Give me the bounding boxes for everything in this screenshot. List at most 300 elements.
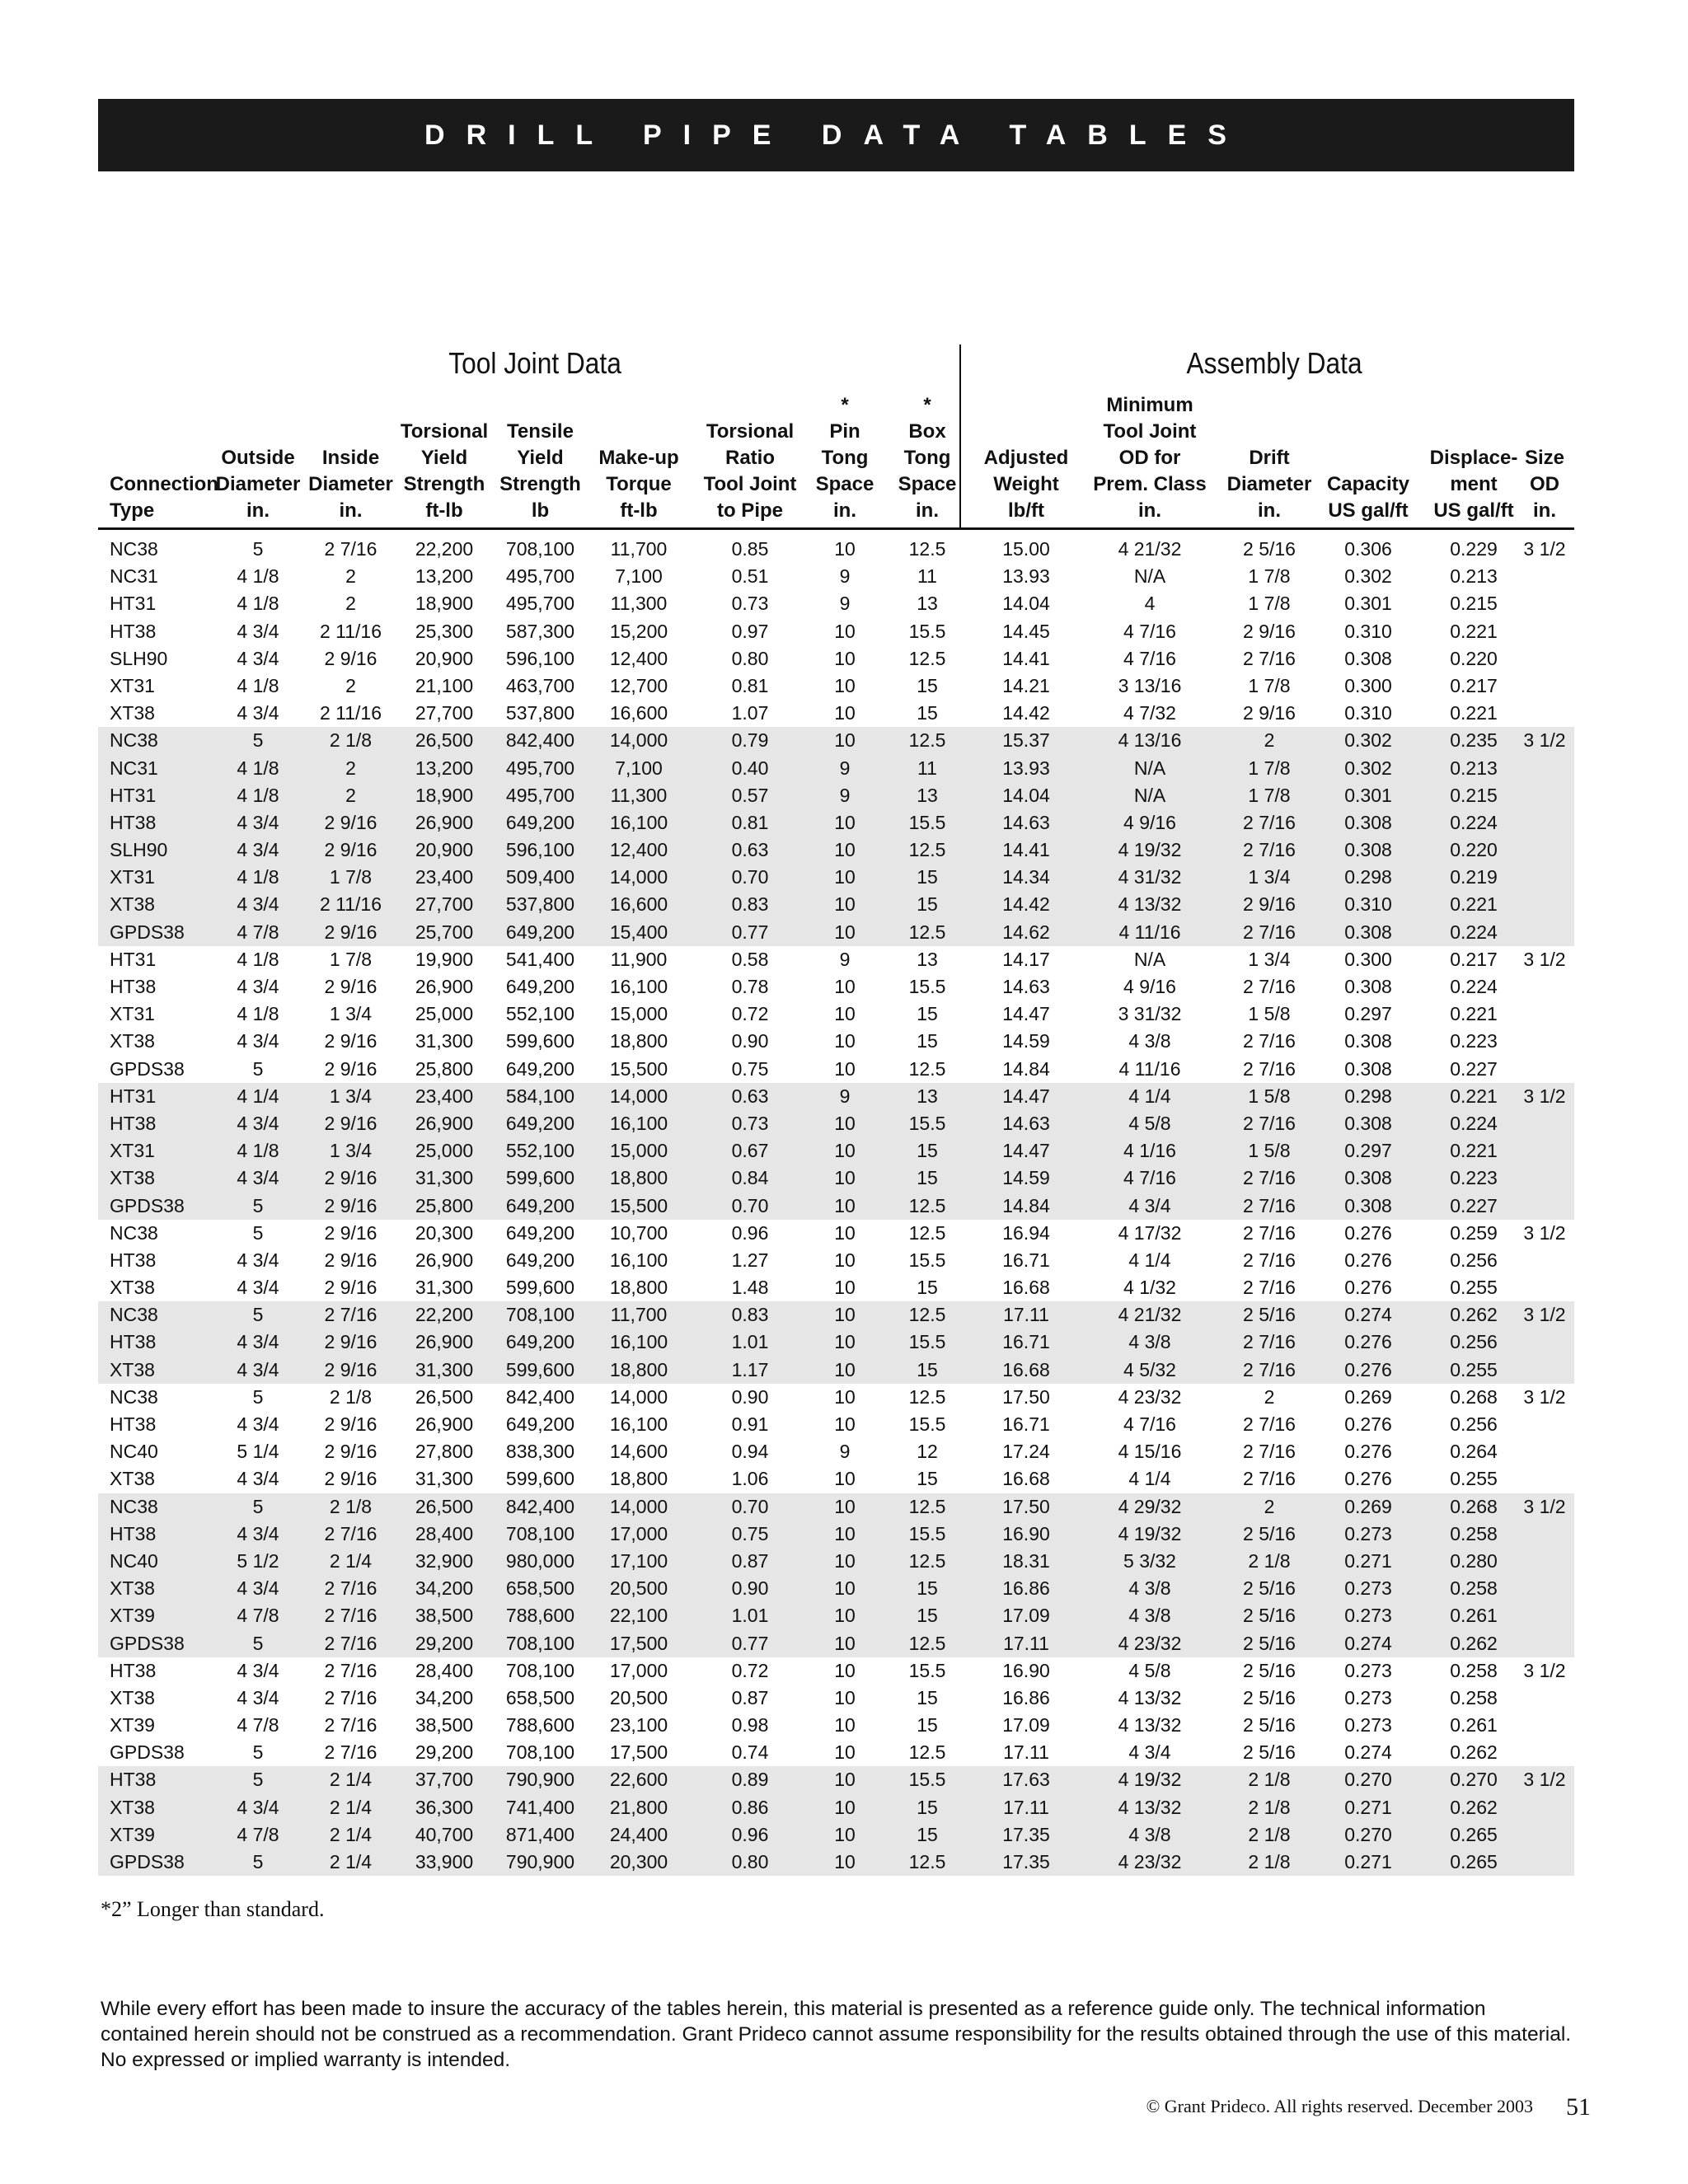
cell-pin-tong-space: 10 bbox=[834, 647, 856, 669]
cell-torsional-ratio: 0.73 bbox=[731, 593, 769, 615]
cell-torsional-yield: 26,900 bbox=[415, 1413, 474, 1435]
cell-tensile-yield: 599,600 bbox=[505, 1468, 575, 1490]
cell-adjusted-weight: 14.47 bbox=[1002, 1140, 1050, 1162]
cell-connection-type: NC38 bbox=[110, 1221, 158, 1244]
cell-pin-tong-space: 9 bbox=[839, 593, 851, 615]
cell-outside-diameter: 4 7/8 bbox=[237, 1714, 279, 1736]
cell-box-tong-space: 15 bbox=[917, 1358, 938, 1380]
cell-outside-diameter: 4 1/8 bbox=[237, 866, 279, 888]
cell-outside-diameter: 4 1/8 bbox=[237, 593, 279, 615]
cell-min-tool-joint-od: 4 1/4 bbox=[1128, 1249, 1171, 1271]
cell-displacement: 0.256 bbox=[1450, 1331, 1498, 1353]
cell-makeup-torque: 16,100 bbox=[609, 1331, 668, 1353]
cell-torsional-ratio: 0.75 bbox=[731, 1522, 769, 1544]
cell-torsional-yield: 34,200 bbox=[415, 1577, 474, 1600]
cell-outside-diameter: 4 3/4 bbox=[237, 1413, 279, 1435]
cell-torsional-ratio: 0.73 bbox=[731, 1112, 769, 1134]
cell-min-tool-joint-od: 4 13/32 bbox=[1118, 893, 1182, 916]
cell-inside-diameter: 2 9/16 bbox=[324, 839, 377, 861]
cell-makeup-torque: 12,700 bbox=[609, 674, 668, 696]
cell-inside-diameter: 2 9/16 bbox=[324, 1358, 377, 1380]
cell-min-tool-joint-od: 4 13/32 bbox=[1118, 1714, 1182, 1736]
cell-box-tong-space: 13 bbox=[917, 948, 938, 970]
cell-drift-diameter: 2 7/16 bbox=[1243, 811, 1296, 833]
cell-connection-type: NC38 bbox=[110, 1385, 158, 1408]
cell-min-tool-joint-od: N/A bbox=[1133, 565, 1166, 588]
table-row bbox=[98, 1849, 1574, 1876]
cell-tensile-yield: 741,400 bbox=[505, 1796, 575, 1818]
cell-inside-diameter: 2 7/16 bbox=[324, 1686, 377, 1708]
col-header-tensile-yield: Tensile Yield Strength lb bbox=[499, 420, 581, 522]
col-header-connection-type: Connection Type bbox=[110, 473, 218, 522]
cell-pin-tong-space: 10 bbox=[834, 1851, 856, 1872]
cell-drift-diameter: 2 5/16 bbox=[1243, 1605, 1296, 1627]
section-title-assembly: Assembly Data bbox=[1186, 346, 1362, 380]
cell-connection-type: GPDS38 bbox=[110, 1632, 185, 1654]
cell-outside-diameter: 4 3/4 bbox=[237, 839, 279, 861]
cell-outside-diameter: 5 bbox=[252, 1385, 264, 1408]
table-row bbox=[98, 864, 1574, 891]
table-row bbox=[98, 1438, 1574, 1465]
cell-adjusted-weight: 16.86 bbox=[1002, 1577, 1050, 1600]
cell-drift-diameter: 2 7/16 bbox=[1243, 1194, 1296, 1216]
cell-capacity: 0.310 bbox=[1344, 893, 1392, 916]
cell-torsional-ratio: 1.07 bbox=[731, 702, 769, 724]
cell-connection-type: HT38 bbox=[110, 1659, 157, 1681]
cell-drift-diameter: 2 5/16 bbox=[1243, 1741, 1296, 1764]
cell-displacement: 0.265 bbox=[1450, 1851, 1498, 1872]
cell-size-od bbox=[1519, 1274, 1570, 1301]
cell-displacement: 0.224 bbox=[1450, 976, 1498, 997]
cell-capacity: 0.271 bbox=[1344, 1851, 1392, 1872]
cell-torsional-ratio: 0.91 bbox=[731, 1413, 769, 1435]
cell-pin-tong-space: 10 bbox=[834, 674, 856, 696]
cell-makeup-torque: 11,700 bbox=[610, 538, 668, 560]
cell-drift-diameter: 2 7/16 bbox=[1243, 1030, 1296, 1052]
cell-min-tool-joint-od: N/A bbox=[1133, 784, 1166, 806]
cell-adjusted-weight: 14.63 bbox=[1002, 1112, 1050, 1134]
table-row bbox=[98, 645, 1574, 673]
cell-tensile-yield: 463,700 bbox=[505, 674, 575, 696]
cell-inside-diameter: 2 1/4 bbox=[329, 1796, 373, 1818]
copyright-text: © Grant Prideco. All rights reserved. December 2003 bbox=[1146, 2096, 1533, 2116]
cell-capacity: 0.273 bbox=[1344, 1686, 1392, 1708]
cell-min-tool-joint-od: 4 21/32 bbox=[1118, 1304, 1182, 1326]
cell-pin-tong-space: 10 bbox=[834, 1030, 856, 1052]
cell-pin-tong-space: 10 bbox=[834, 1221, 856, 1244]
cell-displacement: 0.256 bbox=[1450, 1249, 1498, 1271]
cell-min-tool-joint-od: 4 23/32 bbox=[1118, 1851, 1182, 1872]
cell-connection-type: XT38 bbox=[110, 1686, 155, 1708]
cell-outside-diameter: 4 7/8 bbox=[237, 1823, 279, 1845]
cell-torsional-yield: 32,900 bbox=[415, 1549, 474, 1572]
cell-connection-type: XT38 bbox=[110, 1468, 155, 1490]
cell-capacity: 0.274 bbox=[1344, 1741, 1392, 1764]
cell-box-tong-space: 15.5 bbox=[908, 1522, 946, 1544]
cell-tensile-yield: 495,700 bbox=[505, 565, 575, 588]
cell-torsional-yield: 36,300 bbox=[415, 1796, 474, 1818]
cell-inside-diameter: 2 9/16 bbox=[324, 1413, 377, 1435]
cell-box-tong-space: 13 bbox=[917, 593, 938, 615]
cell-pin-tong-space: 10 bbox=[834, 1468, 856, 1490]
cell-box-tong-space: 12.5 bbox=[908, 1495, 946, 1517]
cell-capacity: 0.308 bbox=[1344, 976, 1392, 997]
cell-tensile-yield: 649,200 bbox=[505, 1057, 575, 1080]
cell-adjusted-weight: 17.09 bbox=[1002, 1605, 1050, 1627]
cell-torsional-ratio: 1.01 bbox=[731, 1331, 769, 1353]
cell-torsional-ratio: 0.63 bbox=[731, 839, 769, 861]
cell-displacement: 0.258 bbox=[1450, 1522, 1498, 1544]
cell-size-od bbox=[1519, 1521, 1570, 1548]
cell-makeup-torque: 18,800 bbox=[609, 1358, 668, 1380]
cell-drift-diameter: 2 5/16 bbox=[1243, 1659, 1296, 1681]
cell-torsional-ratio: 0.78 bbox=[731, 976, 769, 997]
cell-inside-diameter: 2 9/16 bbox=[324, 1057, 377, 1080]
cell-box-tong-space: 11 bbox=[917, 757, 937, 779]
cell-inside-diameter: 2 7/16 bbox=[324, 1632, 377, 1654]
cell-connection-type: HT38 bbox=[110, 1769, 157, 1791]
cell-size-od bbox=[1519, 700, 1570, 727]
cell-tensile-yield: 495,700 bbox=[505, 593, 575, 615]
cell-makeup-torque: 16,100 bbox=[609, 1112, 668, 1134]
cell-adjusted-weight: 17.63 bbox=[1002, 1769, 1050, 1791]
cell-torsional-ratio: 0.67 bbox=[731, 1140, 769, 1162]
cell-adjusted-weight: 13.93 bbox=[1002, 565, 1050, 588]
cell-tensile-yield: 584,100 bbox=[505, 1085, 575, 1107]
cell-box-tong-space: 12.5 bbox=[908, 538, 946, 560]
cell-makeup-torque: 16,600 bbox=[609, 893, 668, 916]
table-row bbox=[98, 1712, 1574, 1739]
cell-outside-diameter: 4 1/8 bbox=[237, 565, 279, 588]
cell-outside-diameter: 4 3/4 bbox=[237, 1659, 279, 1681]
cell-inside-diameter: 1 3/4 bbox=[329, 1085, 373, 1107]
cell-pin-tong-space: 9 bbox=[839, 1441, 851, 1463]
table-row bbox=[98, 1220, 1574, 1247]
cell-capacity: 0.276 bbox=[1344, 1221, 1392, 1244]
cell-size-od bbox=[1519, 1575, 1570, 1602]
cell-box-tong-space: 12.5 bbox=[908, 1194, 946, 1216]
cell-drift-diameter: 2 7/16 bbox=[1243, 1331, 1296, 1353]
cell-tensile-yield: 842,400 bbox=[505, 1385, 575, 1408]
cell-drift-diameter: 2 5/16 bbox=[1243, 1577, 1296, 1600]
cell-inside-diameter: 2 9/16 bbox=[324, 1167, 377, 1189]
cell-torsional-yield: 29,200 bbox=[415, 1632, 474, 1654]
table-row bbox=[98, 1110, 1574, 1137]
col-header-capacity: Capacity US gal/ft bbox=[1326, 473, 1410, 522]
cell-torsional-ratio: 0.79 bbox=[731, 729, 769, 752]
cell-min-tool-joint-od: 4 5/8 bbox=[1128, 1112, 1171, 1134]
cell-displacement: 0.221 bbox=[1450, 1140, 1498, 1162]
cell-size-od: 3 1/2 bbox=[1523, 1085, 1566, 1107]
cell-box-tong-space: 15 bbox=[917, 1277, 938, 1299]
cell-outside-diameter: 4 1/8 bbox=[237, 757, 279, 779]
cell-adjusted-weight: 17.11 bbox=[1003, 1632, 1049, 1654]
cell-adjusted-weight: 17.50 bbox=[1002, 1385, 1050, 1408]
table-row bbox=[98, 946, 1574, 973]
cell-tensile-yield: 708,100 bbox=[505, 1304, 575, 1326]
cell-inside-diameter: 1 7/8 bbox=[329, 948, 373, 970]
table-row bbox=[98, 1685, 1574, 1712]
table-row bbox=[98, 1493, 1574, 1521]
cell-capacity: 0.302 bbox=[1344, 729, 1392, 752]
cell-adjusted-weight: 16.68 bbox=[1002, 1468, 1050, 1490]
cell-connection-type: NC38 bbox=[110, 1304, 158, 1326]
cell-drift-diameter: 2 1/8 bbox=[1248, 1549, 1291, 1572]
cell-inside-diameter: 2 7/16 bbox=[324, 1577, 377, 1600]
cell-torsional-ratio: 0.87 bbox=[731, 1549, 769, 1572]
cell-displacement: 0.215 bbox=[1450, 593, 1498, 615]
table-row bbox=[98, 1548, 1574, 1575]
cell-adjusted-weight: 17.50 bbox=[1002, 1495, 1050, 1517]
cell-displacement: 0.265 bbox=[1450, 1823, 1498, 1845]
cell-outside-diameter: 5 1/4 bbox=[237, 1441, 279, 1463]
cell-capacity: 0.308 bbox=[1344, 921, 1392, 943]
cell-adjusted-weight: 17.35 bbox=[1002, 1823, 1050, 1845]
cell-pin-tong-space: 10 bbox=[834, 839, 856, 861]
cell-torsional-ratio: 0.40 bbox=[731, 757, 769, 779]
cell-makeup-torque: 7,100 bbox=[615, 757, 663, 779]
cell-inside-diameter: 2 1/8 bbox=[329, 729, 373, 752]
cell-torsional-yield: 20,300 bbox=[415, 1221, 474, 1244]
cell-makeup-torque: 24,400 bbox=[609, 1823, 668, 1845]
cell-size-od bbox=[1519, 1438, 1570, 1465]
cell-adjusted-weight: 14.42 bbox=[1002, 893, 1050, 916]
cell-capacity: 0.308 bbox=[1344, 1030, 1392, 1052]
cell-size-od bbox=[1519, 919, 1570, 946]
cell-min-tool-joint-od: 4 19/32 bbox=[1118, 1769, 1182, 1791]
cell-displacement: 0.221 bbox=[1450, 1085, 1498, 1107]
cell-inside-diameter: 2 7/16 bbox=[324, 1714, 377, 1736]
cell-inside-diameter: 2 9/16 bbox=[324, 1194, 377, 1216]
cell-min-tool-joint-od: 4 19/32 bbox=[1118, 839, 1182, 861]
cell-makeup-torque: 18,800 bbox=[609, 1167, 668, 1189]
cell-box-tong-space: 12.5 bbox=[908, 1741, 946, 1764]
cell-pin-tong-space: 10 bbox=[834, 1167, 856, 1189]
cell-drift-diameter: 2 9/16 bbox=[1243, 893, 1296, 916]
cell-pin-tong-space: 9 bbox=[839, 784, 851, 806]
cell-makeup-torque: 17,500 bbox=[609, 1632, 668, 1654]
cell-box-tong-space: 15.5 bbox=[908, 1331, 946, 1353]
cell-drift-diameter: 1 3/4 bbox=[1248, 866, 1291, 888]
cell-inside-diameter: 2 9/16 bbox=[324, 976, 377, 997]
cell-connection-type: XT38 bbox=[110, 1577, 155, 1600]
cell-min-tool-joint-od: 4 29/32 bbox=[1118, 1495, 1182, 1517]
cell-adjusted-weight: 14.84 bbox=[1002, 1057, 1050, 1080]
cell-pin-tong-space: 10 bbox=[834, 1686, 856, 1708]
cell-connection-type: GPDS38 bbox=[110, 1194, 185, 1216]
cell-torsional-yield: 26,900 bbox=[415, 1249, 474, 1271]
cell-connection-type: HT31 bbox=[110, 593, 157, 615]
cell-inside-diameter: 2 1/8 bbox=[329, 1385, 373, 1408]
cell-displacement: 0.258 bbox=[1450, 1659, 1498, 1681]
cell-outside-diameter: 4 3/4 bbox=[237, 1277, 279, 1299]
cell-torsional-yield: 13,200 bbox=[415, 757, 474, 779]
cell-pin-tong-space: 10 bbox=[834, 1277, 856, 1299]
cell-drift-diameter: 1 7/8 bbox=[1248, 565, 1291, 588]
cell-displacement: 0.280 bbox=[1450, 1549, 1498, 1572]
cell-outside-diameter: 4 3/4 bbox=[237, 1796, 279, 1818]
cell-drift-diameter: 2 7/16 bbox=[1243, 1413, 1296, 1435]
cell-tensile-yield: 708,100 bbox=[505, 1741, 575, 1764]
cell-min-tool-joint-od: 4 13/16 bbox=[1118, 729, 1182, 752]
cell-outside-diameter: 5 bbox=[252, 1194, 264, 1216]
cell-drift-diameter: 2 7/16 bbox=[1243, 1441, 1296, 1463]
cell-size-od: 3 1/2 bbox=[1523, 1221, 1566, 1244]
cell-torsional-yield: 23,400 bbox=[415, 1085, 474, 1107]
cell-torsional-yield: 26,900 bbox=[415, 1331, 474, 1353]
cell-tensile-yield: 708,100 bbox=[505, 538, 575, 560]
cell-outside-diameter: 4 1/8 bbox=[237, 1140, 279, 1162]
cell-box-tong-space: 15 bbox=[917, 1796, 938, 1818]
table-row bbox=[98, 973, 1574, 1001]
table-row bbox=[98, 590, 1574, 617]
cell-box-tong-space: 12.5 bbox=[908, 839, 946, 861]
cell-min-tool-joint-od: 4 21/32 bbox=[1118, 538, 1182, 560]
cell-connection-type: XT38 bbox=[110, 1167, 155, 1189]
cell-torsional-ratio: 0.83 bbox=[731, 1304, 769, 1326]
cell-capacity: 0.276 bbox=[1344, 1413, 1392, 1435]
cell-box-tong-space: 15 bbox=[917, 1577, 938, 1600]
cell-inside-diameter: 2 7/16 bbox=[324, 1659, 377, 1681]
cell-pin-tong-space: 10 bbox=[834, 1495, 856, 1517]
cell-size-od bbox=[1519, 1821, 1570, 1849]
cell-torsional-ratio: 0.84 bbox=[731, 1167, 769, 1189]
cell-connection-type: NC38 bbox=[110, 538, 158, 560]
cell-tensile-yield: 649,200 bbox=[505, 976, 575, 997]
cell-inside-diameter: 2 7/16 bbox=[324, 1522, 377, 1544]
cell-capacity: 0.310 bbox=[1344, 702, 1392, 724]
cell-pin-tong-space: 10 bbox=[834, 811, 856, 833]
cell-box-tong-space: 15 bbox=[917, 1140, 938, 1162]
cell-displacement: 0.262 bbox=[1450, 1304, 1498, 1326]
cell-outside-diameter: 4 3/4 bbox=[237, 702, 279, 724]
cell-connection-type: HT31 bbox=[110, 948, 157, 970]
drill-pipe-table-body bbox=[98, 536, 1574, 1876]
cell-drift-diameter: 2 1/8 bbox=[1248, 1823, 1291, 1845]
cell-size-od bbox=[1519, 1137, 1570, 1165]
cell-torsional-ratio: 0.57 bbox=[731, 784, 769, 806]
cell-adjusted-weight: 14.62 bbox=[1002, 921, 1050, 943]
cell-drift-diameter: 1 5/8 bbox=[1248, 1003, 1291, 1025]
cell-makeup-torque: 11,700 bbox=[610, 1304, 668, 1326]
cell-connection-type: NC40 bbox=[110, 1549, 158, 1572]
table-row bbox=[98, 1521, 1574, 1548]
cell-box-tong-space: 12.5 bbox=[908, 1304, 946, 1326]
cell-torsional-yield: 34,200 bbox=[415, 1686, 474, 1708]
cell-pin-tong-space: 10 bbox=[834, 893, 856, 916]
cell-makeup-torque: 22,100 bbox=[609, 1605, 668, 1627]
cell-torsional-yield: 22,200 bbox=[415, 538, 474, 560]
cell-size-od bbox=[1519, 590, 1570, 617]
cell-displacement: 0.221 bbox=[1450, 893, 1498, 916]
cell-size-od: 3 1/2 bbox=[1523, 1304, 1566, 1326]
cell-capacity: 0.273 bbox=[1344, 1522, 1392, 1544]
cell-pin-tong-space: 10 bbox=[834, 1769, 856, 1791]
cell-size-od bbox=[1519, 1712, 1570, 1739]
cell-torsional-yield: 38,500 bbox=[415, 1714, 474, 1736]
cell-displacement: 0.255 bbox=[1450, 1468, 1498, 1490]
cell-inside-diameter: 1 3/4 bbox=[329, 1003, 373, 1025]
cell-capacity: 0.308 bbox=[1344, 647, 1392, 669]
cell-makeup-torque: 14,000 bbox=[609, 1385, 668, 1408]
cell-torsional-ratio: 1.17 bbox=[731, 1358, 769, 1380]
cell-torsional-yield: 25,000 bbox=[415, 1140, 474, 1162]
cell-torsional-yield: 13,200 bbox=[415, 565, 474, 588]
table-row bbox=[98, 1602, 1574, 1629]
cell-tensile-yield: 708,100 bbox=[505, 1522, 575, 1544]
cell-capacity: 0.297 bbox=[1344, 1140, 1392, 1162]
cell-tensile-yield: 596,100 bbox=[505, 647, 575, 669]
cell-drift-diameter: 2 5/16 bbox=[1243, 1522, 1296, 1544]
table-row bbox=[98, 1657, 1574, 1685]
cell-adjusted-weight: 15.00 bbox=[1002, 538, 1050, 560]
cell-pin-tong-space: 9 bbox=[839, 757, 851, 779]
cell-torsional-ratio: 0.77 bbox=[731, 1632, 769, 1654]
cell-makeup-torque: 18,800 bbox=[609, 1030, 668, 1052]
cell-inside-diameter: 2 9/16 bbox=[324, 921, 377, 943]
cell-size-od bbox=[1519, 809, 1570, 837]
cell-torsional-yield: 25,700 bbox=[415, 921, 474, 943]
cell-size-od: 3 1/2 bbox=[1523, 948, 1566, 970]
cell-makeup-torque: 15,000 bbox=[609, 1140, 668, 1162]
cell-drift-diameter: 2 7/16 bbox=[1243, 1358, 1296, 1380]
cell-outside-diameter: 5 bbox=[252, 1741, 264, 1764]
cell-drift-diameter: 2 5/16 bbox=[1243, 538, 1296, 560]
cell-torsional-yield: 27,800 bbox=[415, 1441, 474, 1463]
cell-min-tool-joint-od: N/A bbox=[1133, 757, 1166, 779]
cell-size-od bbox=[1519, 864, 1570, 891]
cell-drift-diameter: 2 9/16 bbox=[1243, 620, 1296, 642]
cell-tensile-yield: 495,700 bbox=[505, 757, 575, 779]
cell-pin-tong-space: 10 bbox=[834, 1823, 856, 1845]
cell-torsional-yield: 28,400 bbox=[415, 1522, 474, 1544]
cell-capacity: 0.270 bbox=[1344, 1823, 1392, 1845]
cell-makeup-torque: 18,800 bbox=[609, 1468, 668, 1490]
cell-displacement: 0.215 bbox=[1450, 784, 1498, 806]
cell-capacity: 0.301 bbox=[1344, 593, 1392, 615]
cell-size-od bbox=[1519, 1849, 1570, 1876]
cell-inside-diameter: 2 bbox=[345, 565, 356, 588]
table-header-rule bbox=[98, 527, 1574, 530]
cell-displacement: 0.213 bbox=[1450, 565, 1498, 588]
cell-connection-type: NC31 bbox=[110, 565, 158, 588]
cell-drift-diameter: 2 bbox=[1264, 729, 1275, 752]
cell-makeup-torque: 11,300 bbox=[610, 784, 668, 806]
cell-torsional-yield: 31,300 bbox=[415, 1358, 474, 1380]
cell-capacity: 0.298 bbox=[1344, 1085, 1392, 1107]
cell-pin-tong-space: 10 bbox=[834, 1358, 856, 1380]
cell-torsional-yield: 25,300 bbox=[415, 620, 474, 642]
cell-displacement: 0.262 bbox=[1450, 1741, 1498, 1764]
cell-min-tool-joint-od: 4 3/4 bbox=[1128, 1194, 1171, 1216]
cell-capacity: 0.276 bbox=[1344, 1277, 1392, 1299]
cell-outside-diameter: 5 bbox=[252, 1221, 264, 1244]
cell-adjusted-weight: 14.04 bbox=[1002, 593, 1050, 615]
cell-connection-type: GPDS38 bbox=[110, 1057, 185, 1080]
cell-tensile-yield: 871,400 bbox=[505, 1823, 575, 1845]
cell-torsional-yield: 26,900 bbox=[415, 1112, 474, 1134]
cell-outside-diameter: 4 7/8 bbox=[237, 921, 279, 943]
col-header-inside-diameter: Inside Diameter in. bbox=[308, 447, 393, 522]
cell-box-tong-space: 15 bbox=[917, 1823, 938, 1845]
cell-connection-type: XT31 bbox=[110, 866, 155, 888]
cell-tensile-yield: 649,200 bbox=[505, 1221, 575, 1244]
cell-drift-diameter: 2 bbox=[1264, 1495, 1275, 1517]
cell-displacement: 0.235 bbox=[1450, 729, 1498, 752]
cell-inside-diameter: 2 9/16 bbox=[324, 1468, 377, 1490]
cell-adjusted-weight: 16.71 bbox=[1002, 1331, 1050, 1353]
cell-pin-tong-space: 10 bbox=[834, 620, 856, 642]
